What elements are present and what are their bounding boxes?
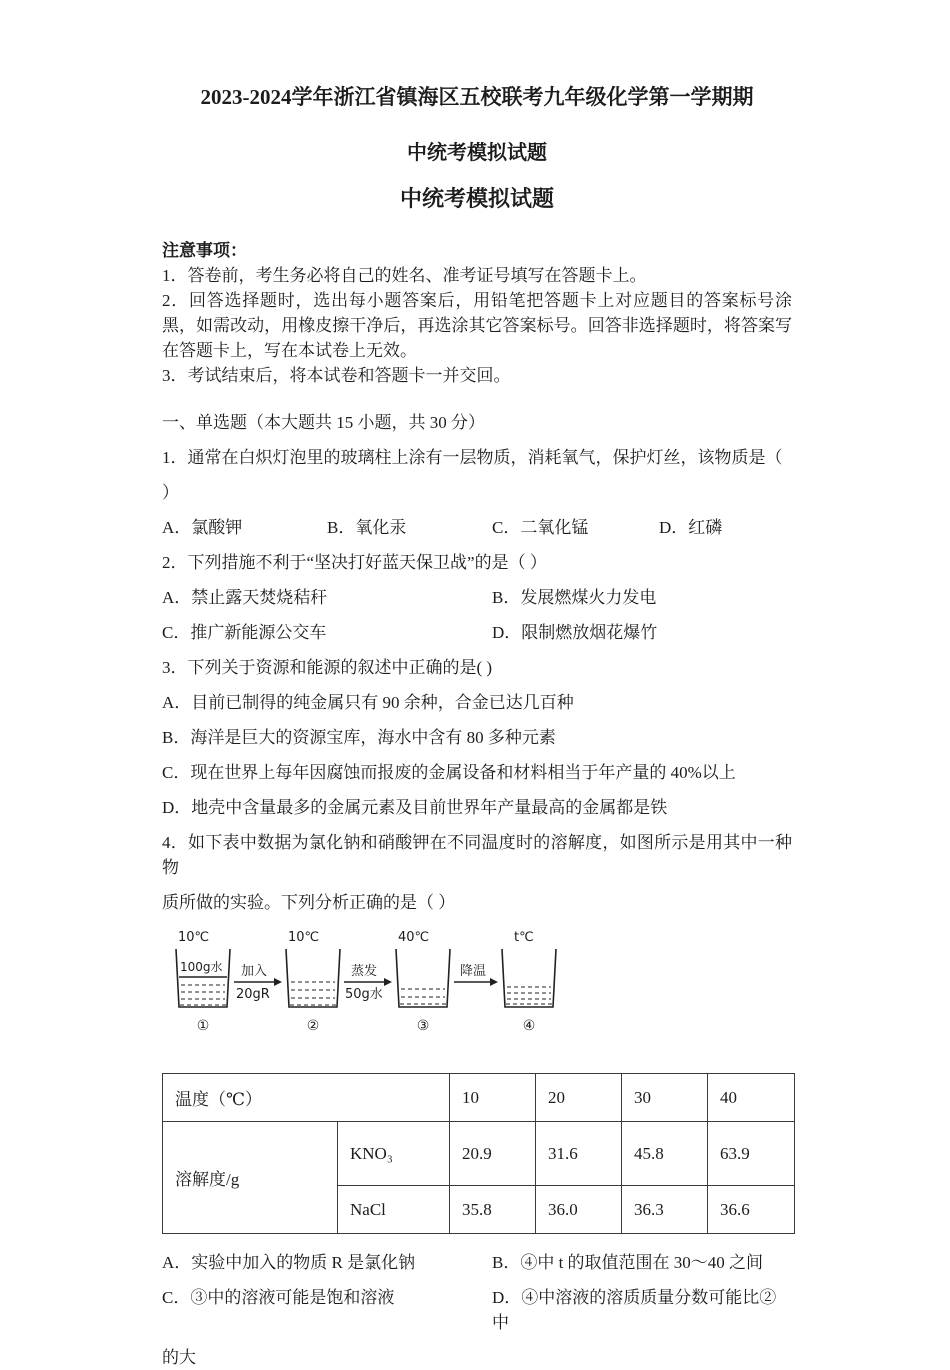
table-cell-corner: 温度（℃）	[163, 1074, 450, 1122]
experiment-diagram	[166, 927, 792, 1046]
arrow-1-right-icon	[234, 978, 282, 986]
question-3-option-a: A．目前已制得的纯金属只有 90 余种，合金已达几百种	[162, 693, 574, 712]
question-1-option-c: C．二氧化锰	[492, 518, 589, 537]
beaker-2-temp-label: 10℃	[288, 930, 320, 945]
arrow-1-top-label: 加入	[241, 964, 268, 979]
question-4-stem-line-1: 4．如下表中数据为氯化钠和硝酸钾在不同温度时的溶解度，如图所示是用其中一种物	[162, 833, 792, 877]
question-1-stem-continuation: ）	[162, 483, 179, 502]
question-2-options-row-2	[162, 620, 792, 645]
question-1-option-b: B．氧化汞	[327, 518, 407, 537]
exam-title-line-2: 中统考模拟试题	[407, 142, 547, 164]
question-4-option-d-continuation: 的大	[162, 1348, 196, 1367]
beaker-4-number-label: ④	[522, 1018, 536, 1034]
beaker-2-icon	[286, 949, 340, 1007]
table-cell-nacl-v2: 36.0	[536, 1186, 622, 1234]
question-2-option-a: A．禁止露天焚烧秸秆	[162, 588, 328, 607]
notice-item-1: 1．答卷前，考生务必将自己的姓名、准考证号填写在答题卡上。	[162, 266, 647, 285]
arrow-2-top-label: 蒸发	[351, 964, 378, 979]
question-1-options	[162, 515, 792, 540]
table-cell-kno3-v3: 45.8	[622, 1122, 708, 1186]
table-cell-substance-nacl: NaCl	[338, 1186, 450, 1234]
experiment-diagram-svg	[166, 927, 566, 1041]
notice-item-2: 2．回答选择题时，选出每小题答案后，用铅笔把答题卡上对应题目的答案标号涂黑，如需改动，用橡皮擦干净后，再选涂其它答案标号。回答非选择题时，将答案写在答题卡上，写在本试卷上无效。	[162, 291, 792, 360]
question-4-options-row-2	[162, 1285, 792, 1335]
table-cell-kno3-v4: 63.9	[708, 1122, 795, 1186]
question-1-option-d: D．红磷	[659, 518, 723, 537]
arrow-3-right-icon	[454, 978, 498, 986]
table-cell-temp-2: 20	[536, 1074, 622, 1122]
question-2-options-row-1	[162, 585, 792, 610]
arrow-2-bottom-label: 50g水	[345, 987, 383, 1002]
question-1-option-a: A．氯酸钾	[162, 518, 243, 537]
question-2-option-b: B．发展燃煤火力发电	[492, 588, 657, 607]
table-cell-temp-3: 30	[622, 1074, 708, 1122]
table-cell-temp-4: 40	[708, 1074, 795, 1122]
notice-heading: 注意事项：	[162, 241, 247, 260]
beaker-3-temp-label: 40℃	[398, 930, 430, 945]
beaker-3-icon	[396, 949, 450, 1007]
beaker-1-icon	[176, 949, 230, 1007]
question-3-option-b: B．海洋是巨大的资源宝库，海水中含有 80 多种元素	[162, 728, 556, 747]
question-3-stem: 3．下列关于资源和能源的叙述中正确的是( )	[162, 658, 493, 677]
question-4-options-row-1	[162, 1250, 792, 1275]
beaker-4-temp-label: t℃	[514, 930, 534, 945]
table-row-kno3	[163, 1122, 795, 1186]
beaker-1-content-label: 100g水	[180, 960, 223, 974]
arrow-3-top-label: 降温	[460, 964, 487, 979]
question-2-option-c: C．推广新能源公交车	[162, 623, 327, 642]
arrow-2-right-icon	[344, 978, 392, 986]
table-cell-kno3-v2: 31.6	[536, 1122, 622, 1186]
beaker-1-number-label: ①	[196, 1018, 210, 1034]
question-2-option-d: D．限制燃放烟花爆竹	[492, 623, 658, 642]
table-cell-kno3-v1: 20.9	[450, 1122, 536, 1186]
question-3-option-d: D．地壳中含量最多的金属元素及目前世界年产量最高的金属都是铁	[162, 798, 668, 817]
exam-title-line-3: 中统考模拟试题	[399, 186, 554, 211]
question-4-option-c: C．③中的溶液可能是饱和溶液	[162, 1288, 395, 1307]
question-1-stem: 1．通常在白炽灯泡里的玻璃柱上涂有一层物质，消耗氧气，保护灯丝，该物质是（	[162, 448, 783, 467]
question-4-stem-line-2: 质所做的实验。下列分析正确的是（ ）	[162, 893, 456, 912]
question-4-option-b: B．④中 t 的取值范围在 30～40 之间	[492, 1253, 764, 1272]
beaker-3-number-label: ③	[416, 1018, 430, 1034]
question-4-option-a: A．实验中加入的物质 R 是氯化钠	[162, 1253, 416, 1272]
section-heading: 一、单选题（本大题共 15 小题，共 30 分）	[162, 413, 485, 432]
exam-title-line-1: 2023-2024学年浙江省镇海区五校联考九年级化学第一学期期	[200, 85, 754, 109]
table-cell-temp-1: 10	[450, 1074, 536, 1122]
table-header-row	[163, 1074, 795, 1122]
table-cell-substance-kno3: KNO₃	[338, 1122, 450, 1186]
table-cell-nacl-v3: 36.3	[622, 1186, 708, 1234]
table-cell-row-group: 溶解度/g	[163, 1122, 338, 1234]
table-cell-nacl-v4: 36.6	[708, 1186, 795, 1234]
question-2-stem: 2．下列措施不利于“坚决打好蓝天保卫战”的是（ ）	[162, 553, 547, 572]
question-4-option-d: D．④中溶液的溶质质量分数可能比②中	[492, 1288, 777, 1332]
arrow-1-bottom-label: 20gR	[236, 987, 270, 1002]
solubility-table	[162, 1073, 795, 1234]
table-cell-nacl-v1: 35.8	[450, 1186, 536, 1234]
beaker-2-number-label: ②	[306, 1018, 320, 1034]
question-3-option-c: C．现在世界上每年因腐蚀而报废的金属设备和材料相当于年产量的 40%以上	[162, 763, 736, 782]
beaker-1-temp-label: 10℃	[178, 930, 210, 945]
notice-item-3: 3．考试结束后，将本试卷和答题卡一并交回。	[162, 366, 511, 385]
beaker-4-icon	[502, 949, 556, 1007]
